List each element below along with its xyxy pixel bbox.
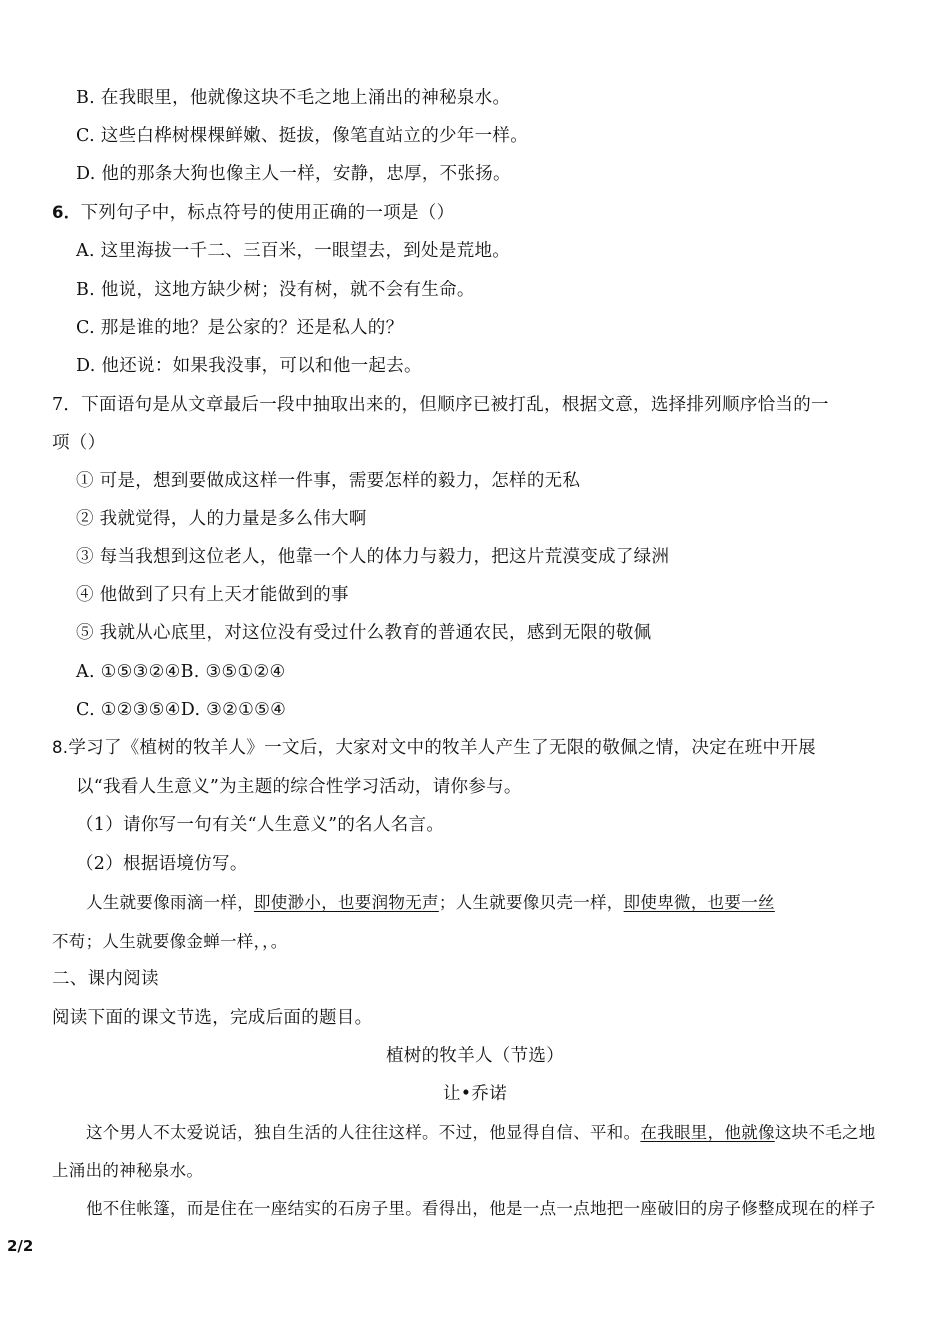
- page-number: 2/2: [7, 1237, 34, 1255]
- q6-option-b: B. 他说，这地方缺少树；没有树，就不会有生命。: [76, 280, 475, 300]
- q7-stem-line2: 项（）: [52, 433, 106, 453]
- q7-stem: [52, 393, 829, 417]
- q6-stem: [52, 201, 454, 225]
- q8-sub-question-1: （1）请你写一句有关“人生意义”的名人名言。: [76, 815, 445, 835]
- q8-sub-question-2: （2）根据语境仿写。: [76, 854, 248, 874]
- section-heading: 二、课内阅读: [52, 969, 159, 989]
- para1-part-c: 这块不毛之地: [774, 1123, 876, 1142]
- q7-sentence-5: ⑤ 我就从心底里，对这位没有受过什么教育的普通农民，感到无限的敬佩: [76, 623, 652, 643]
- passage-title: 植树的牧羊人（节选）: [386, 1046, 564, 1066]
- passage-paragraph-1-line2: 上涌出的神秘泉水。: [52, 1161, 204, 1180]
- q8-example-underlined-1: 即使渺小，也要润物无声: [254, 893, 439, 912]
- q7-sentence-3: ③ 每当我想到这位老人，他靠一个人的体力与毅力，把这片荒漠变成了绿洲: [76, 547, 670, 567]
- para1-part-a: 这个男人不太爱说话，独自生活的人往往这样。不过，他显得自信、平和。: [86, 1123, 641, 1142]
- q6-number: 6．: [52, 203, 81, 222]
- q8-stem: [52, 736, 816, 760]
- para1-underlined-phrase: 在我眼里，他就像: [640, 1123, 775, 1142]
- q7-stem-line1: 下面语句是从文章最后一段中抽取出来的，但顺序已被打乱，根据文意，选择排列顺序恰当的一: [81, 395, 829, 415]
- passage-author: 让•乔诺: [442, 1084, 508, 1104]
- q7-sentence-2: ② 我就觉得，人的力量是多么伟大啊: [76, 509, 367, 529]
- q6-stem-text: 下列句子中，标点符号的使用正确的一项是（）: [80, 203, 455, 223]
- reading-instruction: 阅读下面的课文节选，完成后面的题目。: [52, 1008, 373, 1028]
- q7-number: 7．: [52, 395, 82, 415]
- q7-options-cd: C. ①②③⑤④D. ③②①⑤④: [76, 700, 287, 720]
- q5-option-d: D. 他的那条大狗也像主人一样，安静，忠厚，不张扬。: [76, 164, 511, 184]
- q7-options-ab: A. ①⑤③②④B. ③⑤①②④: [76, 662, 286, 682]
- q8-example-part-c: ；人生就要像贝壳一样，: [438, 893, 624, 912]
- q5-option-b: B. 在我眼里，他就像这块不毛之地上涌出的神秘泉水。: [76, 88, 511, 108]
- q6-option-a: A. 这里海拔一千二、三百米，一眼望去，到处是荒地。: [76, 241, 511, 261]
- q8-number: 8.: [52, 738, 69, 757]
- q6-option-c: C. 那是谁的地？是公家的？还是私人的？: [76, 318, 404, 338]
- passage-paragraph-2: 他不住帐篷，而是住在一座结实的石房子里。看得出，他是一点一点地把一座破旧的房子修整成现在的样子: [86, 1199, 876, 1218]
- q8-example-underlined-2: 即使卑微，也要一丝: [623, 893, 775, 912]
- q8-example-line2: 不苟；人生就要像金蝉一样，，。: [52, 932, 288, 951]
- q8-example-part-a: 人生就要像雨滴一样，: [86, 893, 254, 912]
- q5-option-c: C. 这些白桦树棵棵鲜嫩、挺拔，像笔直站立的少年一样。: [76, 126, 528, 146]
- q8-stem-line1: 学习了《植树的牧羊人》一文后，大家对文中的牧羊人产生了无限的敬佩之情，决定在班中开展: [68, 738, 816, 758]
- passage-paragraph-1: [86, 1121, 876, 1145]
- q8-stem-line2: 以“我看人生意义”为主题的综合性学习活动，请你参与。: [76, 777, 522, 797]
- q7-sentence-1: ① 可是，想到要做成这样一件事，需要怎样的毅力，怎样的无私: [76, 471, 581, 491]
- q8-example-line1: [86, 891, 775, 915]
- q7-sentence-4: ④ 他做到了只有上天才能做到的事: [76, 585, 349, 605]
- q6-option-d: D. 他还说：如果我没事，可以和他一起去。: [76, 356, 422, 376]
